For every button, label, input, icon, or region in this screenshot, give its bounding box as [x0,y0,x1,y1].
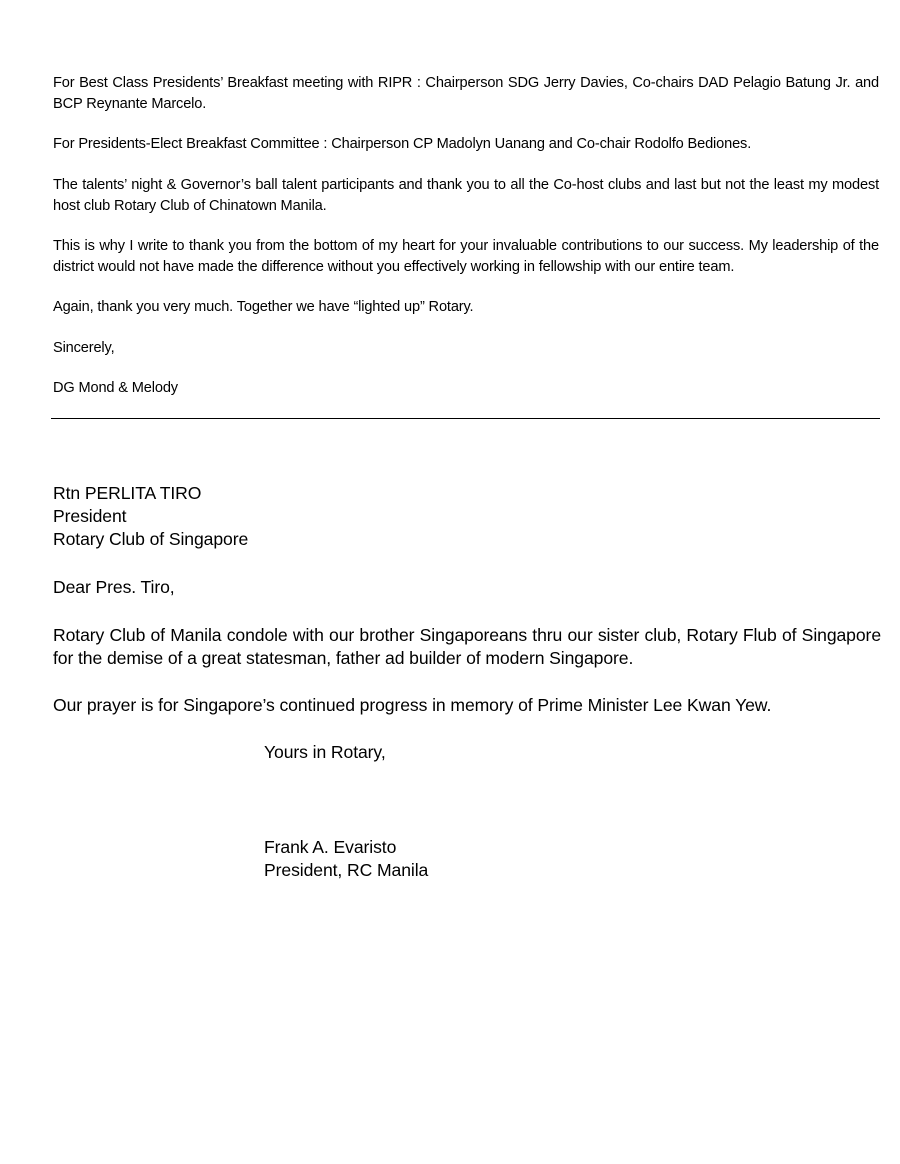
paragraph-breakfast-meeting: For Best Class Presidents’ Breakfast meeting with RIPR : Chairperson SDG Jerry Davies, Co-chairs DAD Pelagio Batung Jr. and BCP Reynante Marcelo. [53,75,879,112]
paragraph-presidents-elect: For Presidents-Elect Breakfast Committee : Chairperson CP Madolyn Uanang and Co-chair Rodolfo Bediones. [53,136,752,152]
recipient-name: Rtn PERLITA TIRO [53,483,202,503]
paragraph-talents-night: The talents’ night & Governor’s ball talent participants and thank you to all the Co-host clubs and last but not the least my modest host club Rotary Club of Chinatown Manila. [53,177,879,214]
prayer-paragraph: Our prayer is for Singapore’s continued progress in memory of Prime Minister Lee Kwan Yew. [53,695,772,715]
recipient-block [53,482,881,551]
paragraph-lighted-up: Again, thank you very much. Together we have “lighted up” Rotary. [53,299,474,315]
recipient-title: President [53,506,127,526]
condolence-paragraph: Rotary Club of Manila condole with our brother Singaporeans thru our sister club, Rotary Flub of Singapore for the demise of a great statesman, father ad builder of modern Singapore. [53,625,881,668]
sender-title: President, RC Manila [264,860,429,880]
sender-name: Frank A. Evaristo [264,837,397,857]
section-divider [51,418,880,419]
recipient-organization: Rotary Club of Singapore [53,529,249,549]
signature-dg: DG Mond & Melody [53,380,178,396]
salutation: Dear Pres. Tiro, [53,577,175,597]
paragraph-thank-you: This is why I write to thank you from the bottom of my heart for your invaluable contributions to our success. My leadership of the district would not have made the difference without you effectively working in fellowship with our entire team. [53,238,879,275]
closing-yours-in-rotary: Yours in Rotary, [264,742,386,762]
sender-block [264,836,664,882]
closing-sincerely: Sincerely, [53,340,115,356]
